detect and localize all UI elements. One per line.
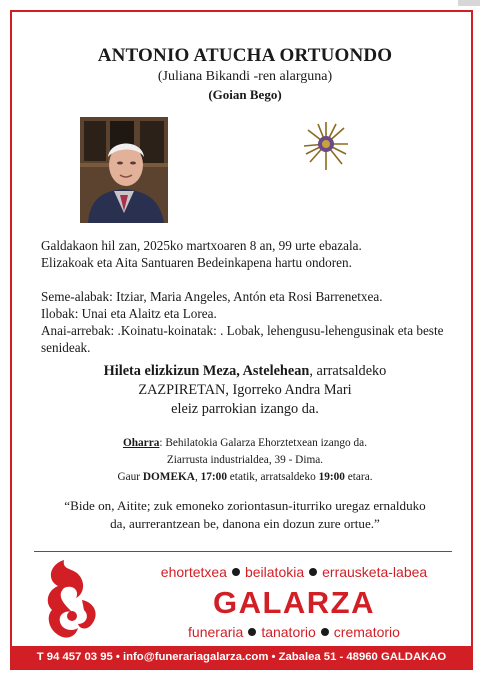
epithet-line: (Goian Bego) xyxy=(208,87,282,102)
service-item: ehortetxea xyxy=(160,564,227,580)
brand-name: GALARZA xyxy=(212,585,376,620)
siblings-label: Anai-arrebak: xyxy=(41,323,115,338)
service-item: crematorio xyxy=(333,624,400,640)
bullet-icon xyxy=(309,568,317,576)
notice-text: : Behilatokia Galarza Ehorztetxean izango da. xyxy=(159,437,368,449)
death-announcement xyxy=(41,237,461,271)
hours-end: 19:00 xyxy=(318,471,345,483)
notice-address: Ziarrusta industrialdea, 39 - Dima. xyxy=(166,454,324,466)
family-grandchildren xyxy=(41,305,461,322)
hours-mid: etatik, arratsaldeko xyxy=(229,471,316,483)
service-item: errausketa-labea xyxy=(322,564,428,580)
portrait-photo xyxy=(80,117,168,223)
scan-edge-mark xyxy=(458,0,480,6)
bullet-icon xyxy=(321,628,329,636)
ceremony-time-line: ZAZPIRETAN, Igorreko Andra Mari xyxy=(138,382,352,398)
hours-day: DOMEKA xyxy=(142,471,195,483)
grandchildren-names: Unai eta Alaitz eta Lorea. xyxy=(81,306,217,321)
galarza-logo-icon xyxy=(42,556,102,641)
quote-line: da, aurrerantzean be, danona ein dozun zure ortue.” xyxy=(110,516,380,531)
quote-line: “Bide on, Aitite; zuk emoneko zoriontasun-iturriko uregaz ernalduko xyxy=(64,498,426,513)
grandchildren-label: Ilobak: xyxy=(41,306,79,321)
service-item: beilatokia xyxy=(244,564,305,580)
children-label: Seme-alabak: xyxy=(41,289,113,304)
ceremony-time: , arratsaldeko xyxy=(309,363,387,379)
family-children xyxy=(41,288,461,305)
notice-label: Oharra xyxy=(122,437,160,449)
ceremony-line xyxy=(0,362,490,381)
family-list xyxy=(41,288,461,356)
hours-post: etara. xyxy=(347,471,373,483)
siblings-names: .Koinatu-koinatak: . Lobak, lehengusu-lehengusinak eta beste senideak. xyxy=(41,323,444,355)
service-item: funeraria xyxy=(188,624,244,640)
service-item: tanatorio xyxy=(261,624,316,640)
hours-sep: , xyxy=(194,471,198,483)
family-siblings xyxy=(41,322,461,356)
ceremony-place: eleiz parrokian izango da. xyxy=(171,401,319,417)
hours-prefix: Gaur xyxy=(117,471,141,483)
announcement-line: Galdakaon hil zan, 2025ko martxoaren 8 an, 99 urte ebazala. xyxy=(41,238,362,253)
farewell-quote xyxy=(0,497,490,533)
contact-footer: T 94 457 03 95 • info@funerariagalarza.com • Zabalea 51 - 48960 GALDAKAO xyxy=(12,646,471,668)
services-basque xyxy=(108,564,480,580)
notice-hours xyxy=(0,469,490,486)
bullet-icon xyxy=(248,628,256,636)
ceremony-title: Hileta elizkizun Meza, Astelehean xyxy=(103,363,310,379)
bullet-icon xyxy=(232,568,240,576)
divider xyxy=(34,551,452,552)
thistle-flower-icon xyxy=(302,120,350,174)
ceremony-info xyxy=(0,362,490,419)
hours-start: 17:00 xyxy=(200,471,227,483)
deceased-name: ANTONIO ATUCHA ORTUONDO xyxy=(97,45,393,66)
spouse-line: (Juliana Bikandi -ren alarguna) xyxy=(157,69,333,84)
notice-line xyxy=(0,435,490,452)
children-names: Itziar, Maria Angeles, Antón eta Rosi Barrenetxea. xyxy=(116,289,383,304)
announcement-line: Elizakoak eta Aita Santuaren Bedeinkapena hartu ondoren. xyxy=(41,255,352,270)
wake-notice xyxy=(0,435,490,486)
services-spanish xyxy=(108,624,480,640)
